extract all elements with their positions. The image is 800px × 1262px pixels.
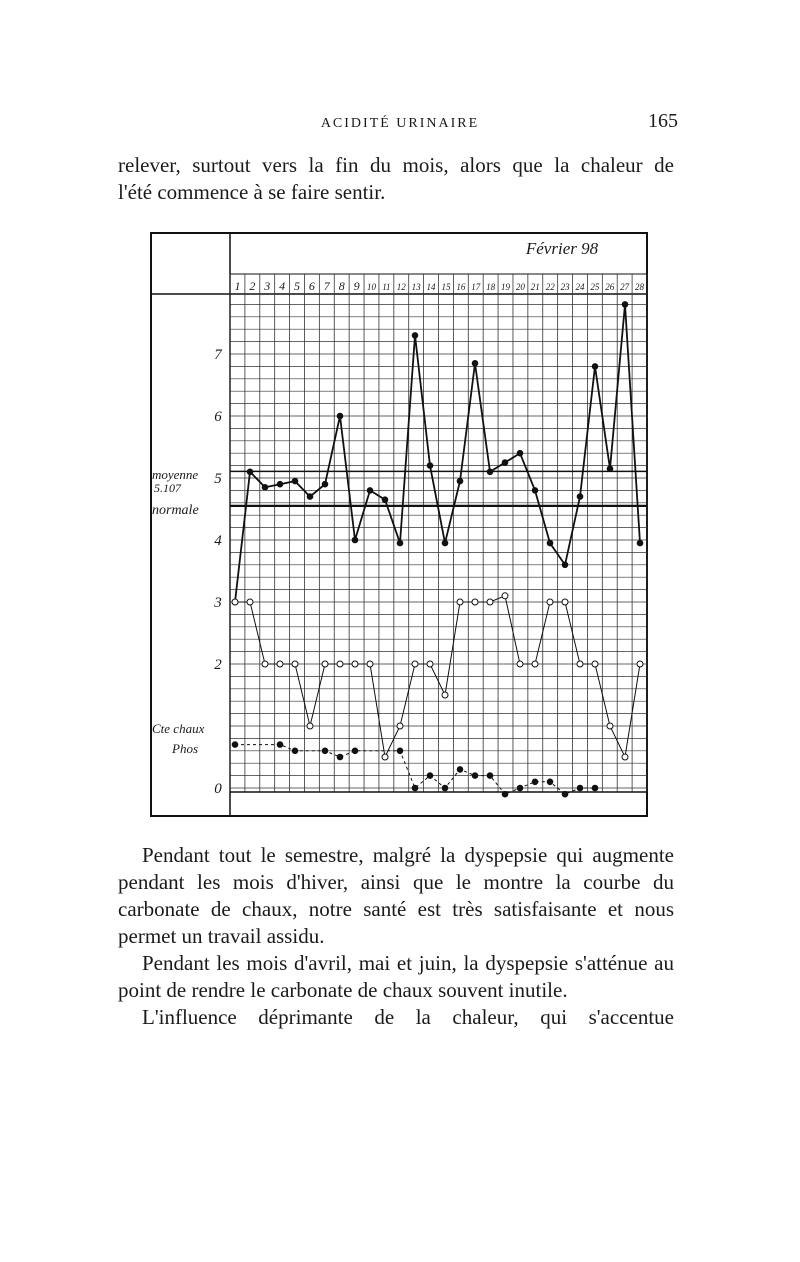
series-3-point <box>502 791 508 797</box>
series-2-point <box>292 661 298 667</box>
day-label: 13 <box>411 282 421 292</box>
day-label: 11 <box>382 282 391 292</box>
page-number: 165 <box>648 110 678 132</box>
top-line-1: relever, surtout vers la fin du mois, alors que la chaleur de <box>118 153 674 177</box>
day-label: 8 <box>338 279 345 293</box>
series-2-point <box>247 599 253 605</box>
series-1-point <box>262 485 268 491</box>
series-1-point <box>607 466 613 472</box>
series-1-point <box>367 488 373 494</box>
series-2-point <box>277 661 283 667</box>
series-3-point <box>562 791 568 797</box>
series-3-point <box>352 748 358 754</box>
day-label: 21 <box>530 282 540 292</box>
series-3-point <box>322 748 328 754</box>
series-1-point <box>502 460 508 466</box>
series-2-point <box>502 593 508 599</box>
day-label: 23 <box>560 282 570 292</box>
series-1-point <box>307 494 313 500</box>
series-2-point <box>307 723 313 729</box>
series-1-point <box>547 540 553 546</box>
series-1-point <box>532 488 538 494</box>
series-1-point <box>277 481 283 487</box>
series-3-point <box>442 785 448 791</box>
day-label: 10 <box>366 282 376 292</box>
day-label: 7 <box>323 279 330 293</box>
series-1-point <box>352 537 358 543</box>
series-2-point <box>337 661 343 667</box>
series-1-point <box>427 463 433 469</box>
series-3-point <box>292 748 298 754</box>
series-3-point <box>232 742 238 748</box>
series-1-point <box>397 540 403 546</box>
day-label: 17 <box>471 282 481 292</box>
day-label: 12 <box>396 282 406 292</box>
day-label: 24 <box>575 282 585 292</box>
series-1-point <box>622 302 628 308</box>
y-tick-label: 4 <box>214 533 222 549</box>
series-1-point <box>577 494 583 500</box>
series-2-point <box>547 599 553 605</box>
series-2-point <box>322 661 328 667</box>
series-1-point <box>562 562 568 568</box>
day-label: 22 <box>545 282 555 292</box>
day-label: 27 <box>620 282 630 292</box>
series-3-point <box>397 748 403 754</box>
series-3-point <box>412 785 418 791</box>
series-2-point <box>472 599 478 605</box>
day-label: 25 <box>590 282 600 292</box>
series-2-point <box>352 661 358 667</box>
moyenne-value-label: 5.107 <box>154 481 181 495</box>
paragraph-1: Pendant tout le semestre, malgré la dyspepsie qui augmente pendant les mois d'hiver, ainsi que le montre la courbe du carbonate de chaux, notre santé est très satisfaisante et nous permet un travail assidu. <box>118 843 674 948</box>
normale-label: normale <box>152 503 199 518</box>
series-1-point <box>442 540 448 546</box>
series-2-point <box>262 661 268 667</box>
series-3-point <box>457 767 463 773</box>
series-1-point <box>337 413 343 419</box>
moyenne-label: moyenne <box>152 467 199 482</box>
day-label: 15 <box>441 282 451 292</box>
series-2-point <box>412 661 418 667</box>
day-label: 19 <box>501 282 511 292</box>
series-1-point <box>592 364 598 370</box>
day-label: 1 <box>234 279 241 293</box>
day-label: 16 <box>456 282 466 292</box>
y-tick-label: 2 <box>214 657 222 673</box>
series-1-point <box>637 540 643 546</box>
phos-label: Phos <box>172 741 198 756</box>
series-3-point <box>427 773 433 779</box>
series-1-point <box>382 497 388 503</box>
series-1-point <box>412 333 418 339</box>
series-1-point <box>292 478 298 484</box>
day-label: 9 <box>353 279 360 293</box>
series-2-point <box>592 661 598 667</box>
series-2-point <box>562 599 568 605</box>
series-2-point <box>532 661 538 667</box>
y-tick-labels <box>213 347 223 797</box>
running-head: ACIDITÉ URINAIRE <box>320 116 480 131</box>
series-3-point <box>532 779 538 785</box>
y-tick-label: 3 <box>214 595 222 611</box>
series-2-point <box>577 661 583 667</box>
series-3-point <box>487 773 493 779</box>
series-2-point <box>232 599 238 605</box>
series-3-point <box>277 742 283 748</box>
paragraph-3: L'influence déprimante de la chaleur, qui s'accentue <box>142 1005 674 1029</box>
series-1-point <box>247 469 253 475</box>
day-label: 14 <box>426 282 436 292</box>
day-label: 6 <box>308 279 315 293</box>
series-1-point <box>487 469 493 475</box>
y-tick-label: 0 <box>214 781 222 797</box>
day-label: 18 <box>486 282 496 292</box>
series-2-point <box>517 661 523 667</box>
day-label: 20 <box>515 282 525 292</box>
series-1-point <box>517 450 523 456</box>
day-labels <box>234 279 644 293</box>
series-3-point <box>547 779 553 785</box>
series-3-point <box>337 754 343 760</box>
series-2-point <box>637 661 643 667</box>
series-3-point <box>517 785 523 791</box>
day-label: 5 <box>294 279 301 293</box>
chart-title: Février 98 <box>525 239 599 258</box>
series-2-point <box>622 754 628 760</box>
series-2-point <box>607 723 613 729</box>
day-label: 28 <box>635 282 645 292</box>
series-2-point <box>442 692 448 698</box>
day-label: 3 <box>264 279 271 293</box>
series-2-point <box>427 661 433 667</box>
paragraph-2: Pendant les mois d'avril, mai et juin, la dyspepsie s'atténue au point de rendre le carbonate de chaux souvent inutile. <box>118 951 674 1002</box>
y-tick-label: 5 <box>214 471 222 487</box>
series-3-point <box>472 773 478 779</box>
y-tick-label: 6 <box>214 409 222 425</box>
chart-series <box>232 302 643 797</box>
y-tick-label: 7 <box>214 347 222 363</box>
series-2-point <box>382 754 388 760</box>
day-label: 4 <box>279 279 286 293</box>
series-1-point <box>322 481 328 487</box>
series-3-point <box>577 785 583 791</box>
day-label: 2 <box>249 279 256 293</box>
series-2-point <box>487 599 493 605</box>
day-label: 26 <box>605 282 615 292</box>
acidity-chart <box>150 232 650 822</box>
chaux-label: Cte chaux <box>152 721 205 736</box>
series-2-point <box>457 599 463 605</box>
top-paragraph <box>118 152 674 206</box>
series-2-point <box>367 661 373 667</box>
series-1-point <box>457 478 463 484</box>
top-line-2: l'été commence à se faire sentir. <box>118 180 386 204</box>
series-2-point <box>397 723 403 729</box>
series-3-point <box>592 785 598 791</box>
bottom-paragraphs <box>118 842 674 1031</box>
series-1-point <box>472 361 478 367</box>
